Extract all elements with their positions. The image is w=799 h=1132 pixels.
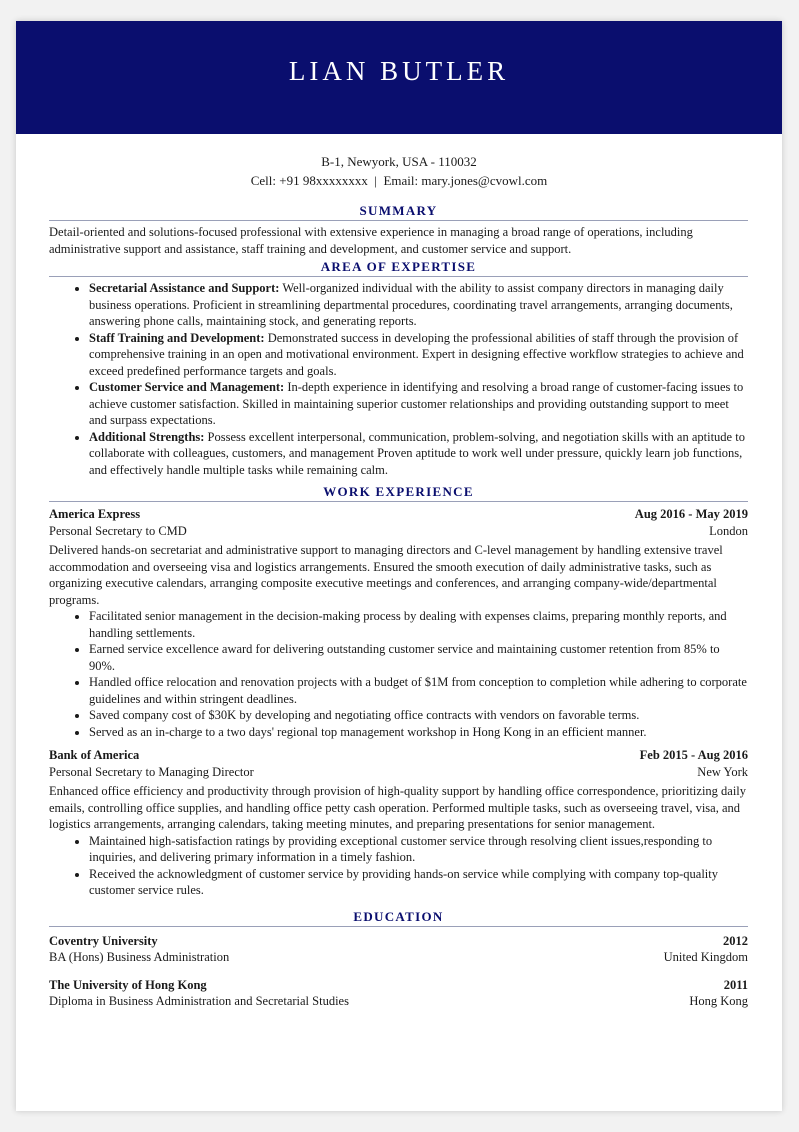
summary-text: Detail-oriented and solutions-focused professional with extensive experience in managing a broad range of operations, including administrative support and assistance, staff training and development, and customer service and support. <box>49 225 693 256</box>
candidate-name: LIAN BUTLER <box>288 56 510 86</box>
expertise-item <box>89 280 748 330</box>
expertise-label: Staff Training and Development: <box>89 330 265 345</box>
job-role: Personal Secretary to Managing Director <box>49 764 254 779</box>
job-location: London <box>709 523 748 538</box>
contact-cell: Cell: +91 98xxxxxxxx <box>250 173 368 188</box>
job-bullet: • Saved company cost of $30K by developing and negotiating office contracts with vendors on favorable terms. <box>89 707 748 724</box>
expertise-label: Secretarial Assistance and Support: <box>89 281 280 295</box>
job-summary: Enhanced office efficiency and productivity through provision of high-quality support by handling office correspondence, prioritizing daily emails, controlling office supplies, and handling office petty cash operation. Performed multiple tasks, such as overseeing travel, visa, and logistics arrangements, arranging calendars, taking meeting minutes, and preparing presentations for senior management. <box>49 784 747 831</box>
contact-info <box>16 152 782 190</box>
education-year: 2012 <box>723 933 748 948</box>
job-location: New York <box>697 764 748 779</box>
education-degree-row <box>49 993 748 1010</box>
expertise-text: Possess excellent interpersonal, communication, problem-solving, and negotiation skills with an aptitude to collaborate with colleagues, customers, and management Proven aptitude to work well under pressure, quickly learn job functions, and effectively handle multiple tasks while remaining calm. <box>89 429 745 477</box>
resume-page <box>16 21 782 1111</box>
education-degree: Diploma in Business Administration and Secretarial Studies <box>49 994 349 1008</box>
education-location: Hong Kong <box>689 994 748 1008</box>
expertise-list <box>49 280 748 478</box>
job-bullet: • Received the acknowledgment of customer service by providing hands-on service while complying with company top-quality customer service rules. <box>89 866 748 899</box>
education-school: Coventry University <box>49 933 158 948</box>
expertise-item <box>89 429 748 479</box>
education-title: EDUCATION <box>49 909 748 927</box>
education-school: The University of Hong Kong <box>49 977 207 992</box>
education-entry <box>49 977 748 1010</box>
job-entry <box>49 747 748 899</box>
job-summary: Delivered hands-on secretariat and administrative support to managing directors and C-level management by handling extensive travel accommodation and overseeing visa and logistics arrangements. Ensured the smooth execution of daily administrative tasks, such as organizing executive calendars, arranging composite executive meetings and conferences, and arranging company-wide/departmental programs. <box>49 543 723 607</box>
job-role-row <box>49 764 748 781</box>
job-header-row <box>49 747 748 764</box>
education-header-row <box>49 977 748 994</box>
expertise-item <box>89 330 748 380</box>
job-company: Bank of America <box>49 748 140 762</box>
work-title: WORK EXPERIENCE <box>49 484 748 502</box>
job-company: America Express <box>49 507 141 521</box>
job-bullet: • Maintained high-satisfaction ratings by providing exceptional customer service through resolving client issues,responding to inquiries, and delivering primary information in a timely fashion. <box>89 833 748 866</box>
job-bullets <box>49 833 748 899</box>
education-location: United Kingdom <box>663 950 748 964</box>
job-dates: Aug 2016 - May 2019 <box>634 507 748 521</box>
contact-email[interactable]: Email: mary.jones@cvowl.com <box>383 173 548 188</box>
expertise-text: Demonstrated success in developing the professional abilities of staff through the provision of comprehensive training in an open and motivational environment. Expert in designing effective workflow strategies to achieve and exceed predefined performance targets and goals. <box>89 330 744 378</box>
education-year: 2011 <box>723 977 748 992</box>
contact-line <box>16 171 782 190</box>
resume-header <box>16 21 782 134</box>
resume-content <box>16 203 782 1010</box>
job-bullet: • Earned service excellence award for delivering outstanding customer service and maintaining customer retention from 85% to 90%. <box>89 641 748 674</box>
job-role: Personal Secretary to CMD <box>49 523 187 538</box>
expertise-text: In-depth experience in identifying and resolving a broad range of customer-facing issues to achieve customer satisfaction. Skilled in maintaining superior customer relationships and providing outstanding support to meet and surpass expectations. <box>89 380 744 427</box>
expertise-item <box>89 379 748 429</box>
expertise-label: Additional Strengths: <box>89 429 205 444</box>
expertise-text: Well-organized individual with the ability to assist company directors in managing daily business operations. Proficient in streamlining departmental procedures, coordinating travel arrangements, arranging documents, answering phone calls, maintaining stock, and generating reports. <box>89 281 733 328</box>
job-entry <box>49 506 748 740</box>
job-dates: Feb 2015 - Aug 2016 <box>639 748 748 762</box>
expertise-title: AREA OF EXPERTISE <box>49 259 748 277</box>
education-degree: BA (Hons) Business Administration <box>49 950 230 964</box>
education-header-row <box>49 933 748 950</box>
contact-separator: | <box>374 173 377 188</box>
summary-title: SUMMARY <box>49 203 748 221</box>
contact-address: B-1, Newyork, USA - 110032 <box>321 154 477 169</box>
job-bullets <box>49 608 748 740</box>
expertise-label: Customer Service and Management: <box>89 380 285 394</box>
job-role-row <box>49 523 748 540</box>
job-bullet: • Handled office relocation and renovation projects with a budget of $1M from conception to completion while adhering to corporate guidelines and within stringent deadlines. <box>89 674 748 707</box>
education-degree-row <box>49 949 748 966</box>
job-header-row <box>49 506 748 523</box>
job-bullet: • Facilitated senior management in the decision-making process by dealing with expenses claims, preparing monthly reports, and handling settlements. <box>89 608 748 641</box>
job-bullet: • Served as an in-charge to a two days' regional top management workshop in Hong Kong in an efficient manner. <box>89 724 748 741</box>
education-entry <box>49 933 748 966</box>
